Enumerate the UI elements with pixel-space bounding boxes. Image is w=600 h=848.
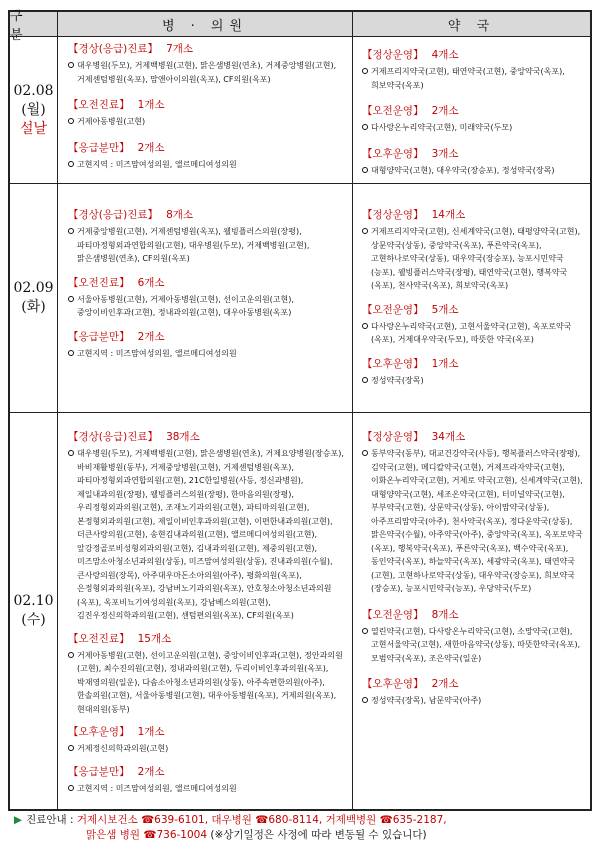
bullet-icon <box>68 161 74 167</box>
group <box>68 208 346 266</box>
footer-note: (※상기일정은 사정에 따라 변동될 수 있습니다) <box>210 829 427 841</box>
date-cell <box>10 413 57 809</box>
group-list: 정성약국(장목) <box>371 375 424 385</box>
group-count: 2개소 <box>137 765 165 778</box>
group-list: 거제중앙병원(고현), 거제센텀병원(옥포), 웰빙플러스의원(장평), 파티마정형외과연합의원(고현), 대우병원(두모), 거제백병원(고현), 맑은샘병원(연초), CF의원(옥포) <box>77 227 310 263</box>
bullet-icon <box>68 350 74 356</box>
group-count: 1개소 <box>137 726 165 738</box>
group-title: 【오전운영】 <box>362 303 424 316</box>
weekday: (수) <box>21 612 46 628</box>
pharmacy-cell <box>356 430 590 809</box>
group-title: 【정상운영】 <box>362 49 424 61</box>
group <box>362 104 584 135</box>
group-list: 열린약국(고현), 다사랑온누리약국(고현), 소망약국(고현), 고현서울약국(고현), 새한마음약국(상동), 따뜻한약국(옥포), 모범약국(옥포), 조은약국(일운) <box>371 626 581 663</box>
bullet-icon <box>362 697 368 703</box>
group-title: 【오전진료】 <box>68 632 130 645</box>
bullet-icon <box>362 450 368 456</box>
group-title: 【경상(응급)진료】 <box>68 431 159 443</box>
group-count: 2개소 <box>431 678 459 690</box>
bullet-icon <box>362 167 368 173</box>
bullet-icon <box>68 296 74 302</box>
group-title: 【오후운영】 <box>68 726 130 738</box>
bullet-icon <box>362 628 368 634</box>
group-title: 【오전진료】 <box>68 276 130 289</box>
group <box>362 303 584 347</box>
group-list: 거제아동병원(고현) <box>77 117 146 126</box>
group-list: 고현지역 : 미즈맘여성의원, 앨르메디여성의원 <box>77 159 237 169</box>
footer-lead: 진료안내 : <box>26 814 74 826</box>
group-list: 거제프리지약국(고현), 신세계약국(고현), 태평양약국(고현), 상문약국(상동), 중앙약국(옥포), 푸른약국(옥포), 고현하나로약국(상동), 대우약국(장승포), 능포시민약국(능포), 웰빙플러스약국(장평), 태연약국(고현), 행복약국(옥포), 천사약국(옥포), 희보약국(옥포) <box>371 227 581 290</box>
header-hospital: 병 · 의원 <box>58 12 352 37</box>
group-count: 2개소 <box>431 105 459 117</box>
group <box>68 98 346 129</box>
group-count: 14개소 <box>431 209 466 221</box>
group-title: 【오후운영】 <box>362 357 424 370</box>
group-list: 다사랑온누리약국(고현), 고현서울약국(고현), 옥포로약국(옥포), 거제대우약국(두모), 따뜻한 약국(옥포) <box>371 321 572 344</box>
group <box>362 677 584 708</box>
group-list: 대형양약국(고현), 대우약국(장승포), 정성약국(장목) <box>371 165 555 175</box>
group <box>362 608 584 666</box>
group-list: 고현지역 : 미즈맘여성의원, 앨르메디여성의원 <box>77 783 237 793</box>
bullet-icon <box>68 62 74 68</box>
group <box>68 765 346 796</box>
bullet-icon <box>362 124 368 130</box>
hospital-cell <box>62 42 352 183</box>
group <box>68 632 346 717</box>
header-pharmacy: 약 국 <box>353 12 590 37</box>
group-list: 대우병원(두모), 거제백병원(고현), 맑은샘병원(연초), 거제요양병원(장승포), 바비재활병원(동부), 거제중앙병원(고현), 거제센텀병원(옥포), 파티마정형외과연합의원(고현), 21C한일병원(사등, 정신과병원), 제일내과의원(장평), 웰빙플러스의원(장평), 한마음의원(장평), 우리정형외과의원(고현), 조재노기과의원(고현), 파티마의원(고현), 본정형외과의원(고현), 제일이비인후과의원(고현), 이편한내과의원(고현), 더큰사랑의원(고현), 송현김내과의원(고현), 앨르메디여성의원(고현), 앞강정골로비성형외과의원(고현), 김내과의원(고현), 제중의원(고현), 미즈맘소아청소년과의원(상동), 미즈맘여성의원(상동), 진내과의원(수월), 큰사랑의원(장목), 아주대우마돈소아의원(아주), 평화의원(옥포), 은정형외과의원(옥포), 강남버노기과의원(옥포), 안호청소아청소년과의원(옥포), 옥포비뇨기여성의원(옥포), 강남베스의원(고현), 김진우정신의학과의원(고현), 센텀편의원(옥포), CF의원(옥포) <box>77 449 344 620</box>
group-title: 【응급분만】 <box>68 330 130 343</box>
group-list: 대우병원(두모), 거제백병원(고현), 맑은샘병원(연초), 거제중앙병원(고현), 거제센텀병원(옥포), 맘앤아이의원(옥포), CF의원(옥포) <box>77 61 337 84</box>
column-divider <box>352 12 353 809</box>
group-list: 거제아동병원(고현), 선이고운의원(고현), 중앙이비인후과(고현), 정안과의원(고현), 최수진의원(고현), 정내과의원(고현), 두리이비인후과의원(옥포), 박재영의원(일운), 다솜소아청소년과의원(상동), 아주속편한의원(아주), 한솔의원(고현), 서울아동병원(고현), 대우아동병원(옥포), 거제의원(옥포), 현대의원(동부) <box>77 650 343 714</box>
group-list: 동부약국(동부), 대교건강약국(사등), 행복플러스약국(장평), 김약국(고현), 메디칼약국(고현), 거제프라자약국(고현), 이화온누리약국(고현), 거제로 약국(고현), 신세계약국(고현), 대형양약국(고현), 세조온약국(고현), 터미널약국(고현), 부부약국(고현), 상문약국(상동), 아이맘약국(상동), 아주프리맘약국(아주), 천사약국(옥포), 정다운약국(상동), 맑은약국(수월), 아주약국(아주), 중앙약국(옥포), 옥포로약국(옥포), 행복약국(옥포), 푸른약국(옥포), 백수약국(옥포), 동인약국(옥포), 하늘약국(옥포), 세광약국(옥포), 태연약국(고현), 고현하나로약국(상동), 대우약국(장승포), 희보약국(장승포), 능포시민약국(능포), 우당약국(두모) <box>371 449 583 593</box>
bullet-icon <box>68 652 74 658</box>
header-date: 구 분 <box>10 12 57 37</box>
pharmacy-cell <box>356 208 590 412</box>
group <box>68 42 346 86</box>
group <box>68 725 346 756</box>
bullet-icon <box>68 745 74 751</box>
column-divider <box>57 12 58 809</box>
weekday: (월) <box>21 101 46 118</box>
group-count: 3개소 <box>431 147 459 160</box>
group-title: 【오후운영】 <box>362 147 424 160</box>
group-count: 6개소 <box>137 276 165 289</box>
group-count: 15개소 <box>137 632 172 645</box>
group-list: 서울아동병원(고현), 거제아동병원(고현), 선이고운의원(고현), 중앙이비인후과(고현), 정내과의원(고현), 대우아동병원(옥포) <box>77 294 294 317</box>
date-cell <box>10 184 57 412</box>
group <box>362 147 584 178</box>
hospital-cell <box>62 430 352 809</box>
group-list: 다사랑온누리약국(고현), 미래약국(두모) <box>371 123 513 132</box>
hospital-cell <box>62 208 352 412</box>
contact-footer <box>14 813 594 843</box>
holiday-note: 설날 <box>19 120 48 137</box>
group <box>68 141 346 172</box>
group-title: 【오후운영】 <box>362 678 424 690</box>
bullet-icon <box>362 377 368 383</box>
bullet-icon <box>68 228 74 234</box>
bullet-icon <box>68 785 74 791</box>
group-list: 고현지역 : 미즈맘여성의원, 앨르메디여성의원 <box>77 348 237 358</box>
group-title: 【오전진료】 <box>68 99 130 111</box>
group-list: 정성약국(장목), 남문약국(아주) <box>371 696 482 705</box>
group-title: 【경상(응급)진료】 <box>68 43 159 55</box>
group-count: 1개소 <box>137 99 165 111</box>
group-title: 【정상운영】 <box>362 209 424 221</box>
row-divider <box>10 183 590 184</box>
bullet-icon <box>68 118 74 124</box>
group-title: 【경상(응급)진료】 <box>68 209 159 221</box>
bullet-icon <box>362 323 368 329</box>
group-count: 8개소 <box>431 608 459 621</box>
date: 02.08 <box>13 82 54 99</box>
group <box>68 430 346 623</box>
group-title: 【정상운영】 <box>362 431 424 443</box>
group-count: 7개소 <box>166 43 194 55</box>
bullet-icon <box>362 228 368 234</box>
group-count: 4개소 <box>431 49 459 61</box>
group-count: 2개소 <box>137 141 165 154</box>
group <box>362 430 584 596</box>
group <box>68 276 346 320</box>
group-count: 34개소 <box>431 431 466 443</box>
footer-phones-line1: 거제시보건소 ☎639-6101, 대우병원 ☎680-8114, 거제백병원 ☎635-2187, <box>76 814 447 826</box>
group-count: 2개소 <box>137 330 165 343</box>
bullet-icon <box>362 68 368 74</box>
group-title: 【응급분만】 <box>68 141 130 154</box>
holiday-schedule-table <box>8 10 592 811</box>
footer-phones-line2: 맑은샘 병원 ☎736-1004 <box>86 829 208 841</box>
date: 02.09 <box>13 280 54 296</box>
group-title: 【오전운영】 <box>362 608 424 621</box>
row-divider <box>10 412 590 413</box>
group <box>362 357 584 388</box>
group-count: 1개소 <box>431 357 459 370</box>
group <box>68 330 346 361</box>
group <box>362 208 584 293</box>
date-cell <box>10 37 57 183</box>
pharmacy-cell <box>356 48 590 183</box>
bullet-icon <box>68 450 74 456</box>
group-list: 거제정신의학과의원(고현) <box>77 744 169 753</box>
group-title: 【응급분만】 <box>68 765 130 778</box>
date: 02.10 <box>13 593 54 609</box>
triangle-bullet-icon: ▶ <box>14 814 23 826</box>
weekday: (화) <box>21 299 46 315</box>
group-count: 8개소 <box>166 209 194 221</box>
group-count: 5개소 <box>431 303 459 316</box>
group-count: 38개소 <box>166 431 200 443</box>
group <box>362 48 584 92</box>
group-title: 【오전운영】 <box>362 105 424 117</box>
group-list: 거제프리지약국(고현), 태연약국(고현), 중앙약국(옥포), 희보약국(옥포) <box>371 67 565 90</box>
